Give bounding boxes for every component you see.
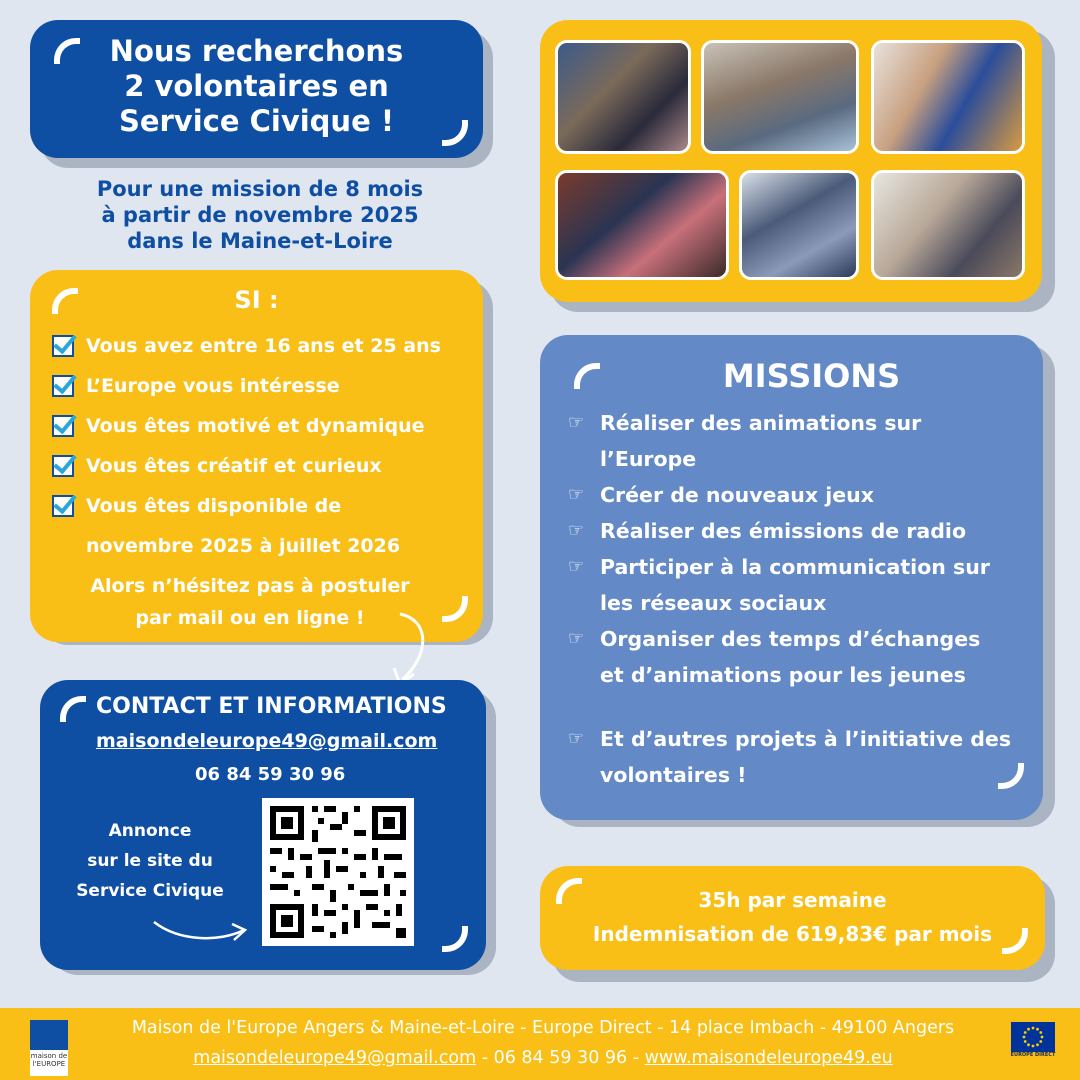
annonce-text [60,816,240,906]
hours-box [540,866,1045,970]
mission-text: Et d’autres projets à l’initiative des [600,727,1012,751]
missions-box [540,335,1043,820]
mission-text: Organiser des temps d’échanges [600,627,981,651]
mission-text: Créer de nouveaux jeux [600,483,874,507]
footer-contacts [88,1048,998,1068]
si-title: SI : [234,286,279,314]
checkbox-icon [52,335,74,357]
arrow-down-icon [380,610,440,690]
criteria-list [52,326,482,566]
contact-email-link[interactable]: maisondeleurope49@gmail.com [96,730,438,752]
si-box [30,270,483,642]
criteria-text: Vous avez entre 16 ans et 25 ans [86,335,441,357]
mission-intro [40,176,480,254]
contact-box [40,680,486,970]
footer-website-link[interactable]: www.maisondeleurope49.eu [644,1048,893,1068]
criteria-text: Vous êtes disponible de [86,495,342,517]
mission-item [568,477,1028,513]
criteria-item [52,446,482,486]
mission-text: Réaliser des émissions de radio [600,519,967,543]
criteria-text: Vous êtes créatif et curieux [86,455,382,477]
annonce-line: sur le site du [87,851,213,871]
maison-europe-logo: maison de l'EUROPE [30,1020,68,1076]
mission-item [568,621,1028,693]
checkbox-icon [52,495,74,517]
mission-text: et d’animations pour les jeunes [600,663,966,687]
qr-code[interactable] [262,798,414,946]
pointing-hand-icon: ☞ [568,484,585,505]
quote-close-icon [442,120,468,146]
criteria-continuation [52,526,482,566]
photo-image [555,170,729,280]
photo-image [555,40,691,154]
quote-close-icon [442,926,468,952]
europe-direct-logo: EUROPE DIRECT [1008,1022,1058,1076]
criteria-item [52,406,482,446]
hours-compensation: Indemnisation de 619,83€ par mois [592,922,993,946]
photo-image [871,40,1025,154]
mission-item [568,549,1028,621]
missions-list [568,405,1028,793]
checkbox-icon [52,375,74,397]
annonce-line: Annonce [108,821,192,841]
mission-text: les réseaux sociaux [600,591,827,615]
criteria-text: Vous êtes motivé et dynamique [86,415,425,437]
criteria-item [52,326,482,366]
cta-text [80,570,420,634]
headline-line: Service Civique ! [118,104,395,138]
headline-line: 2 volontaires en [124,69,389,103]
photos-box [540,20,1042,302]
footer-address: Maison de l'Europe Angers & Maine-et-Loire - Europe Direct - 14 place Imbach - 49100 Angers [131,1018,955,1038]
checkbox-icon [52,415,74,437]
pointing-hand-icon: ☞ [568,628,585,649]
mission-item [568,513,1028,549]
mission-text: l’Europe [600,447,697,471]
criteria-text: L’Europe vous intéresse [86,375,340,397]
criteria-item [52,366,482,406]
checkbox-icon [52,455,74,477]
footer-phone: - 06 84 59 30 96 - [476,1048,645,1068]
missions-title: MISSIONS [722,357,901,395]
mission-text: volontaires ! [600,763,747,787]
headline-title [30,34,483,139]
mission-item [568,405,1028,477]
mission-text: Participer à la communication sur [600,555,990,579]
curved-arrow-icon [150,916,250,946]
footer-email-link[interactable]: maisondeleurope49@gmail.com [193,1048,477,1068]
quote-close-icon [1002,928,1028,954]
headline-line: Nous recherchons [109,34,404,68]
cta-line: Alors n’hésitez pas à postuler [90,575,410,597]
qr-code-icon [262,798,414,946]
annonce-line: Service Civique [76,881,224,901]
contact-title: CONTACT ET INFORMATIONS [96,694,447,719]
pointing-hand-icon: ☞ [568,728,585,749]
mission-item [568,721,1028,793]
headline-box [30,20,483,158]
footer [0,1008,1080,1080]
photo-image [871,170,1025,280]
hours-weekly: 35h par semaine [698,888,887,912]
pointing-hand-icon: ☞ [568,556,585,577]
mission-intro-line: dans le Maine-et-Loire [127,229,393,253]
quote-close-icon [442,596,468,622]
photo-image [701,40,859,154]
quote-open-icon [60,696,86,722]
criteria-text: novembre 2025 à juillet 2026 [86,535,401,557]
cta-line: par mail ou en ligne ! [135,607,365,629]
contact-phone: 06 84 59 30 96 [195,764,346,785]
pointing-hand-icon: ☞ [568,412,585,433]
mission-text: Réaliser des animations sur [600,411,922,435]
mission-intro-line: à partir de novembre 2025 [101,203,419,227]
photo-image [739,170,859,280]
pointing-hand-icon: ☞ [568,520,585,541]
eu-stars-icon [1011,1022,1055,1052]
criteria-item [52,486,482,526]
mission-intro-line: Pour une mission de 8 mois [96,177,424,201]
